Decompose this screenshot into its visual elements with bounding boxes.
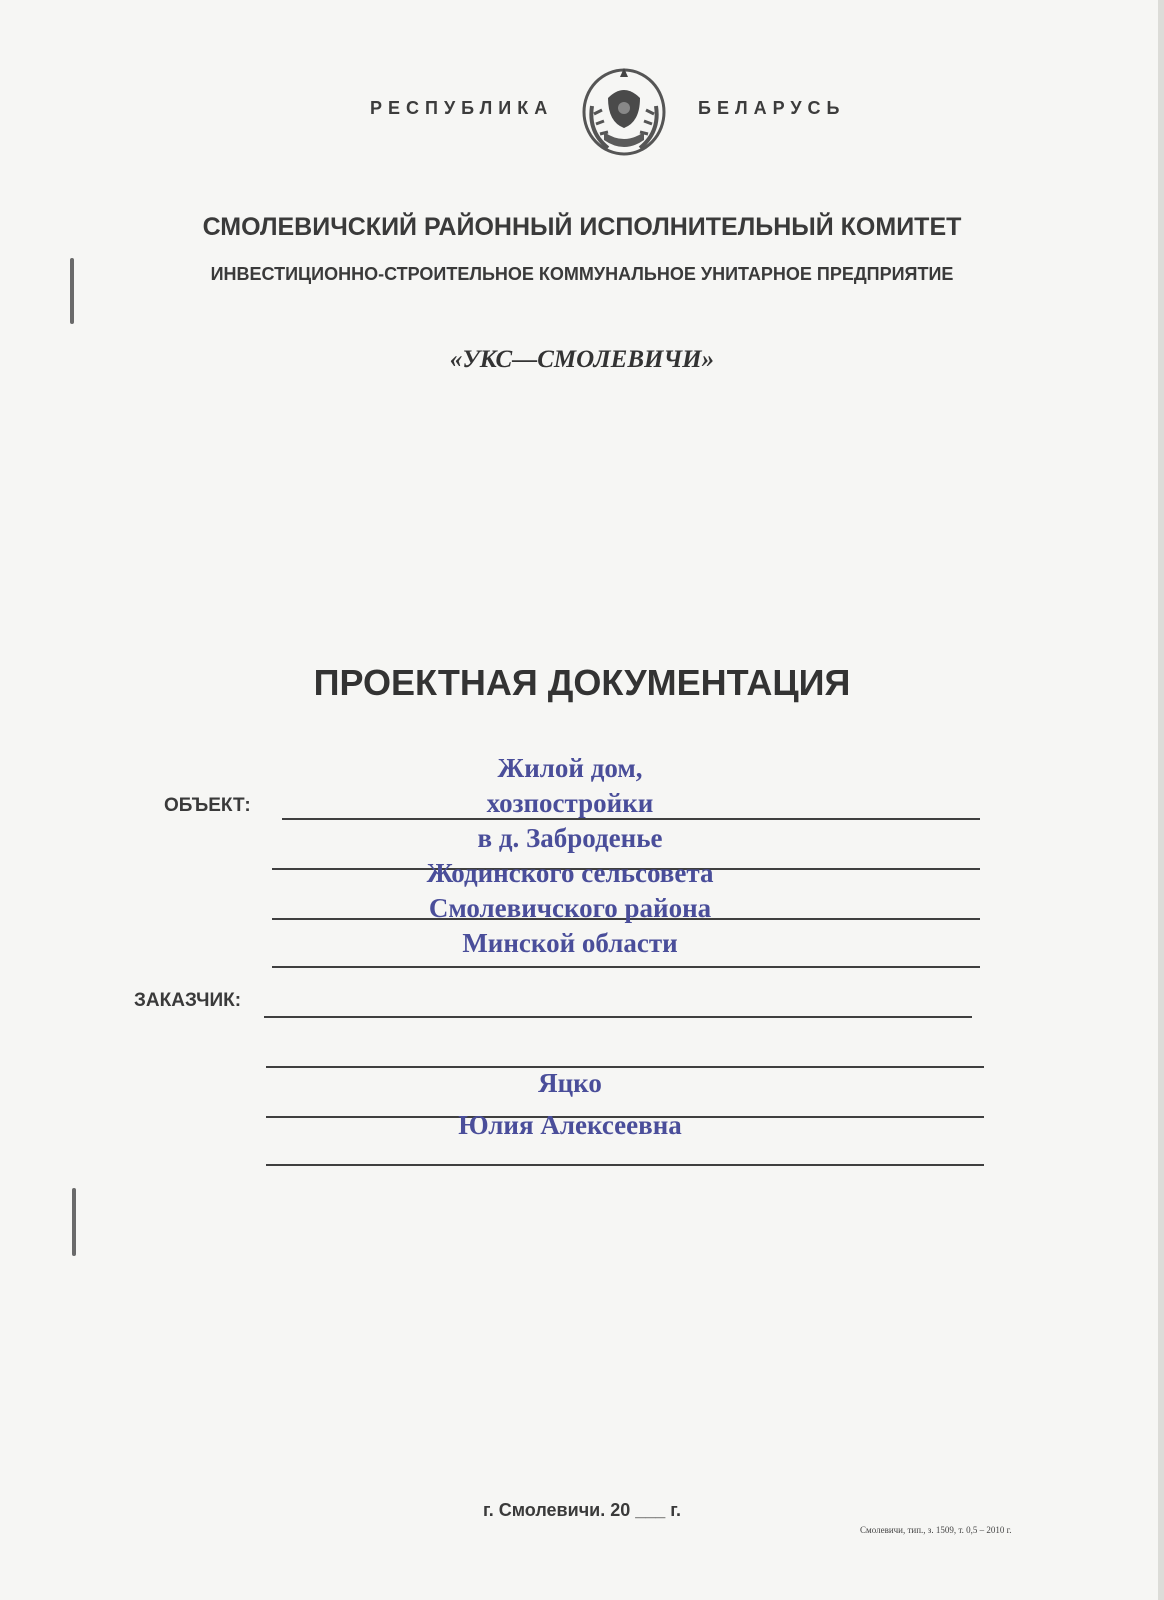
place-date: г. Смолевичи. 20 ___ г. [483, 1500, 681, 1520]
object-text-line: в д. Заброденье [477, 823, 663, 853]
document-title: ПРОЕКТНАЯ ДОКУМЕНТАЦИЯ [313, 662, 851, 703]
staple-bottom [72, 1188, 76, 1256]
committee-title: СМОЛЕВИЧСКИЙ РАЙОННЫЙ ИСПОЛНИТЕЛЬНЫЙ КОМИТЕТ [202, 213, 962, 241]
customer-label: ЗАКАЗЧИК: [134, 990, 242, 1011]
print-info: Смолевичи, тип., з. 1509, т. 0,5 – 2010 г. [860, 1525, 1012, 1535]
customer-text-line: Юлия Алексеевна [458, 1110, 682, 1140]
object-text-line: хозпостройки [486, 788, 654, 818]
object-line-4 [272, 966, 980, 968]
header-belarus: БЕЛАРУСЬ [698, 98, 846, 118]
header-republic: РЕСПУБЛИКА [370, 98, 554, 118]
object-text-line: Минской области [462, 928, 678, 958]
object-label: ОБЪЕКТ: [164, 795, 251, 816]
organization-name: «УКС—СМОЛЕВИЧИ» [449, 346, 715, 373]
customer-text-line: Яцко [538, 1068, 602, 1098]
belarus-emblem-icon [578, 62, 670, 158]
customer-line-1 [264, 1016, 972, 1018]
object-text-line: Жодинского сельсовета [426, 858, 714, 888]
customer-line-4 [266, 1164, 984, 1166]
object-text-line: Смолевичского района [428, 893, 712, 923]
enterprise-title: ИНВЕСТИЦИОННО-СТРОИТЕЛЬНОЕ КОММУНАЛЬНОЕ УНИТАРНОЕ ПРЕДПРИЯТИЕ [210, 264, 954, 284]
object-text-line: Жилой дом, [497, 753, 643, 783]
